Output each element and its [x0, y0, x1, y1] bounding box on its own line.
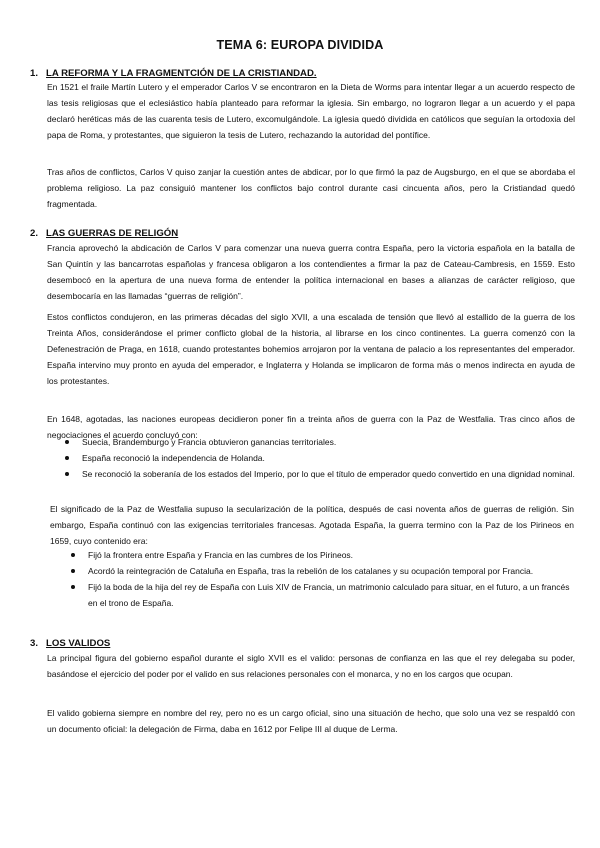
section-3-paragraph-2: El valido gobierna siempre en nombre del rey, pero no es un cargo oficial, sino una situación de hecho, que solo una vez se respaldó con un documento oficial: la delegación de Firma, daba en 1612 por Felipe III al duque de Lerma. — [47, 708, 575, 734]
bullet-icon — [71, 585, 75, 589]
list-item: Se reconoció la soberanía de los estados del Imperio, por lo que el título de emperador quedo convertido en una dignidad nominal. — [62, 466, 575, 482]
section-1-title: LA REFORMA Y LA FRAGMENTCIÓN DE LA CRISTIANDAD. — [46, 68, 317, 79]
list-item: Suecia, Brandemburgo y Francia obtuvieron ganancias territoriales. — [62, 434, 575, 450]
section-1-number: 1. — [30, 68, 39, 79]
section-2-paragraph-4: El significado de la Paz de Westfalia supuso la secularización de la política, después de casi noventa años de guerras de religión. Sin embargo, España continuó con las exigencias territoriales francesas. Agotada España, la guerra termino con la Paz de los Pirineos en 1659, cuyo contenido era: — [50, 504, 574, 546]
pirineos-terms-list — [68, 547, 574, 611]
section-2-number: 2. — [30, 228, 39, 239]
bullet-icon — [65, 472, 69, 476]
section-3-heading — [30, 638, 110, 649]
section-3-paragraph-1: La principal figura del gobierno español durante el siglo XVII es el valido: personas de confianza en las que el rey delegaba su poder, basándose el ejercicio del poder por el valido en sus relaciones personales con el monarca, y no en los cargos que ocupan. — [47, 653, 575, 679]
section-2-title: LAS GUERRAS DE RELIGÓN — [46, 228, 179, 239]
section-3-title: LOS VALIDOS — [46, 638, 111, 649]
bullet-icon — [65, 440, 69, 444]
list-item: Fijó la frontera entre España y Francia en las cumbres de los Pirineos. — [68, 547, 574, 563]
section-2-paragraph-2: Estos conflictos condujeron, en las primeras décadas del siglo XVII, a una escalada de tensión que llevó al estallido de la guerra de los Treinta Años, considerándose el primer conflicto global de la historia, al librarse en los cinco continentes. La guerra comenzó con la Defenestración de Praga, en 1618, cuando protestantes bohemios arrojaron por la ventana de palacio a los representantes del emperador. España intervino muy pronto en ayuda del emperador, e Inglaterra y Holanda se implicaron de forma más o menos indirecta en ayuda de los protestantes. — [47, 312, 575, 386]
bullet-icon — [65, 456, 69, 460]
section-1-paragraph-1: En 1521 el fraile Martín Lutero y el emperador Carlos V se encontraron en la Dieta de Worms para intentar llegar a un acuerdo respecto de las tesis religiosas que el eclesiástico había planteado para reformar la iglesia. Sin embargo, no lograron llegar a un acuerdo y el papa declaró heréticas más de las cuarenta tesis de Lutero, excomulgándole. La iglesia quedó dividida en católicos que seguían la ortodoxia del papa de Roma, y protestantes, que siguieron la tesis de Lutero, rechazando la autoridad del pontífice. — [47, 82, 575, 140]
section-2-paragraph-3: En 1648, agotadas, las naciones europeas decidieron poner fin a treinta años de guerra con la Paz de Westfalia. Tras cinco años de negociaciones el acuerdo concluyó con: — [47, 414, 575, 440]
section-1-heading — [30, 68, 317, 79]
section-3-number: 3. — [30, 638, 39, 649]
page-title: TEMA 6: EUROPA DIVIDIDA — [216, 38, 384, 52]
list-item: España reconoció la independencia de Holanda. — [62, 450, 575, 466]
bullet-icon — [71, 569, 75, 573]
list-item: Acordó la reintegración de Cataluña en España, tras la rebelión de los catalanes y su ocupación temporal por Francia. — [68, 563, 574, 579]
section-2-paragraph-1: Francia aprovechó la abdicación de Carlos V para comenzar una nueva guerra contra España, pero la victoria española en la batalla de San Quintín y las bancarrotas españolas y francesa obligaron a los contendientes a firmar la paz de Cateau-Cambresis, en 1559. Esto desembocó en la apertura de una nueva forma de entender la política internacional en bases a alianzas de carácter religioso, que desembocaría en las llamadas “guerras de religión”. — [47, 243, 575, 301]
list-item: Fijó la boda de la hija del rey de España con Luis XIV de Francia, un matrimonio calculado para situar, en el futuro, a un francés en el trono de España. — [68, 579, 574, 611]
westfalia-terms-list — [62, 434, 575, 482]
bullet-icon — [71, 553, 75, 557]
section-1-paragraph-2: Tras años de conflictos, Carlos V quiso zanjar la cuestión antes de abdicar, por lo que firmó la paz de Augsburgo, en el que se abordaba el problema religioso. La paz consiguió mantener los conflictos bajo control durante casi cincuenta años, pero la Cristiandad quedó fragmentada. — [47, 167, 575, 209]
section-2-heading — [30, 228, 178, 239]
